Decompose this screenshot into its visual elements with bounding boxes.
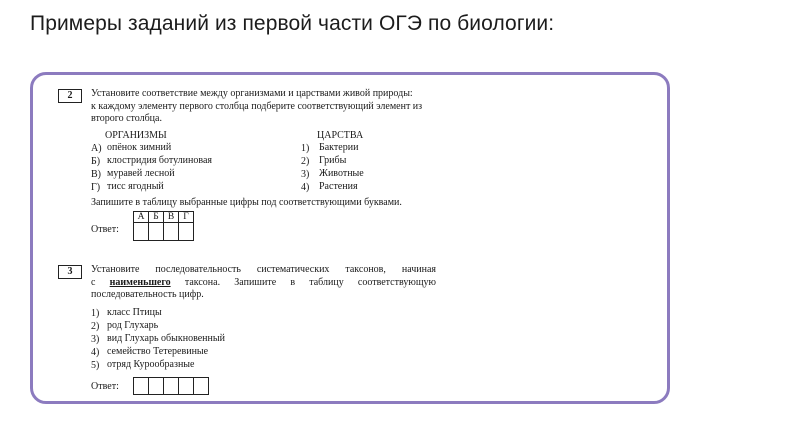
kingdom-num-4: 4): [301, 182, 310, 193]
organism-v: муравей лесной: [107, 168, 175, 179]
kingdoms-header: ЦАРСТВА: [317, 130, 364, 141]
answer-header-g: Г: [179, 212, 194, 223]
taxon-num-5: 5): [91, 360, 100, 371]
answer-cell-a[interactable]: [134, 223, 149, 241]
task-3-prompt-pre: с: [91, 276, 96, 288]
taxon-num-2: 2): [91, 321, 100, 332]
task-2-instruction: Запишите в таблицу выбранные цифры под соответствующими буквами.: [91, 197, 402, 208]
task-3-prompt-post: таксона. Запишите в таблицу соответствующую: [184, 276, 437, 288]
kingdom-4: Растения: [319, 181, 358, 192]
answer-header-a: А: [134, 212, 149, 223]
taxon-4: семейство Тетеревиные: [107, 346, 209, 357]
answer-cell-b[interactable]: [149, 223, 164, 241]
organism-letter-b: Б): [91, 156, 101, 167]
task-2-answer-table: [133, 211, 194, 241]
answer-cell-g[interactable]: [179, 223, 194, 241]
organism-b: клостридия ботулиновая: [107, 155, 212, 166]
task-3-prompt-line-1: Установите последовательность систематических таксонов, начиная: [91, 264, 436, 275]
sequence-cell-3[interactable]: [164, 378, 179, 395]
slide-title: Примеры заданий из первой части ОГЭ по биологии:: [30, 12, 555, 35]
organism-a: опёнок зимний: [107, 142, 172, 153]
task-3-emphasis: наименьшего: [109, 276, 171, 288]
kingdom-3: Животные: [319, 168, 364, 179]
task-examples-frame: [30, 72, 670, 404]
task-3-answer-table: [133, 377, 209, 395]
sequence-cell-1[interactable]: [134, 378, 149, 395]
task-3-answer-label: Ответ:: [91, 381, 119, 392]
answer-cell-v[interactable]: [164, 223, 179, 241]
task-3-prompt-line-2: [91, 277, 436, 290]
task-2-answer-label: Ответ:: [91, 224, 119, 235]
sequence-cell-2[interactable]: [149, 378, 164, 395]
organism-letter-a: А): [91, 143, 102, 154]
kingdom-num-1: 1): [301, 143, 310, 154]
taxon-num-3: 3): [91, 334, 100, 345]
sequence-cell-4[interactable]: [179, 378, 194, 395]
sequence-cell-5[interactable]: [194, 378, 209, 395]
taxon-2: род Глухарь: [107, 320, 159, 331]
kingdom-1: Бактерии: [319, 142, 359, 153]
organisms-header: ОРГАНИЗМЫ: [105, 130, 167, 141]
taxon-num-4: 4): [91, 347, 100, 358]
organism-letter-v: В): [91, 169, 101, 180]
task-3-prompt-line-3: последовательность цифр.: [91, 289, 204, 300]
task-2-prompt-line-3: второго столбца.: [91, 113, 162, 124]
taxon-5: отряд Курообразные: [107, 359, 195, 370]
task-2-prompt-line-2: к каждому элементу первого столбца подберите соответствующий элемент из: [91, 100, 423, 112]
task-2-prompt-line-1: Установите соответствие между организмами и царствами живой природы:: [91, 88, 413, 99]
task-2-number: 2: [58, 89, 82, 103]
answer-header-b: Б: [149, 212, 164, 223]
organism-g: тисс ягодный: [107, 181, 164, 192]
organism-letter-g: Г): [91, 182, 101, 193]
taxon-num-1: 1): [91, 308, 100, 319]
taxon-1: класс Птицы: [107, 307, 162, 318]
kingdom-2: Грибы: [319, 155, 347, 166]
scanned-tasks: [33, 75, 667, 401]
taxon-3: вид Глухарь обыкновенный: [107, 333, 225, 344]
answer-header-v: В: [164, 212, 179, 223]
kingdom-num-2: 2): [301, 156, 310, 167]
kingdom-num-3: 3): [301, 169, 310, 180]
task-3-number: 3: [58, 265, 82, 279]
